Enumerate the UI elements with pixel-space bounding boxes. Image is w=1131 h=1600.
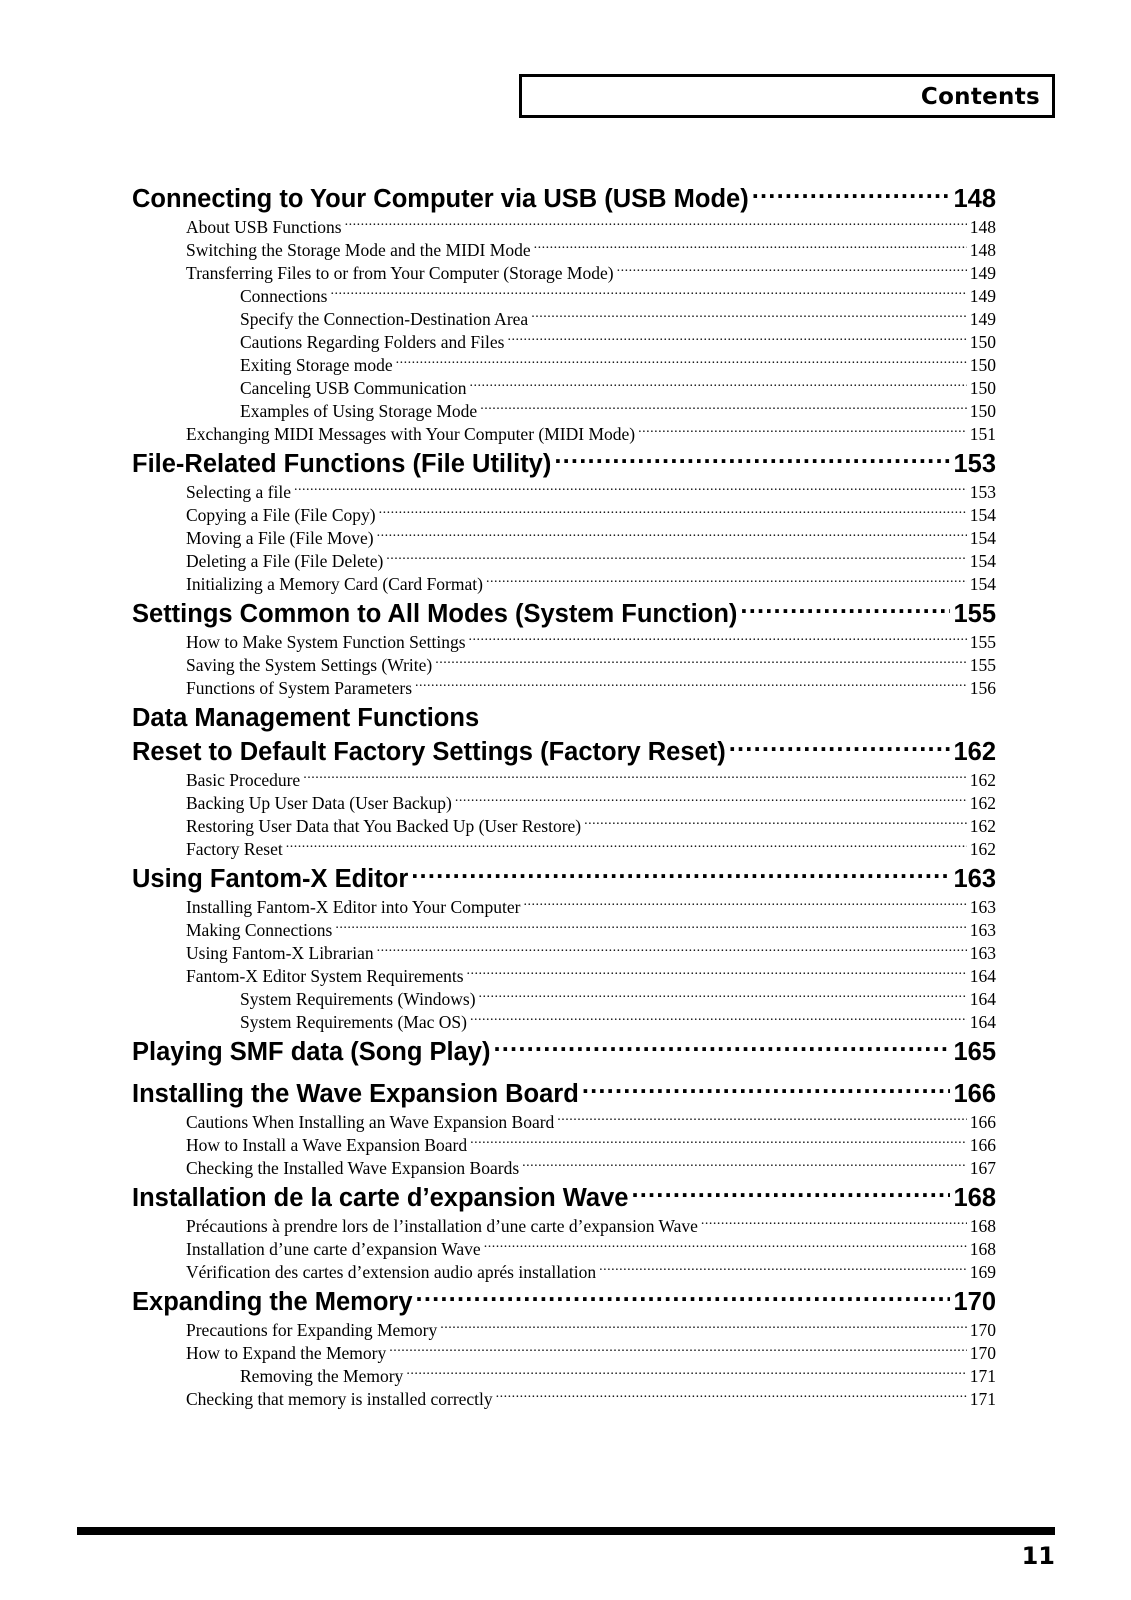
dot-leader: [631, 1181, 950, 1206]
toc-section-heading[interactable]: [132, 447, 996, 481]
toc-entry[interactable]: [132, 527, 996, 550]
toc-entry[interactable]: [132, 1342, 996, 1365]
dot-leader: [335, 920, 966, 936]
dot-leader: [411, 862, 950, 887]
toc-entry-title: Playing SMF data (Song Play): [132, 1038, 491, 1066]
toc-entry-page: 166: [969, 1135, 996, 1155]
toc-entry-page: 154: [969, 574, 996, 594]
dot-leader: [480, 401, 967, 417]
toc-entry-title: Cautions When Installing an Wave Expansion Board: [186, 1112, 555, 1132]
toc-entry-page: 149: [969, 309, 996, 329]
toc-entry-title: Connections: [240, 286, 328, 306]
toc-entry-title: Settings Common to All Modes (System Function): [132, 600, 738, 628]
toc-entry-title: How to Expand the Memory: [186, 1343, 387, 1363]
dot-leader: [554, 447, 950, 472]
toc-subentry[interactable]: [132, 285, 996, 308]
toc-entry-page: 171: [969, 1366, 996, 1386]
toc-subentry[interactable]: [132, 1011, 996, 1034]
toc-entry-title: File-Related Functions (File Utility): [132, 450, 552, 478]
toc-entry-title: Installation de la carte d’expansion Wave: [132, 1184, 629, 1212]
toc-entry-page: 155: [953, 600, 996, 628]
toc-entry[interactable]: [132, 1157, 996, 1180]
toc-entry[interactable]: [132, 1388, 996, 1411]
toc-subentry[interactable]: [132, 308, 996, 331]
toc-entry-page: 154: [969, 528, 996, 548]
dot-leader: [522, 1158, 967, 1174]
toc-entry-title: Copying a File (File Copy): [186, 505, 376, 525]
toc-entry-title: Removing the Memory: [240, 1366, 404, 1386]
toc-entry-page: 148: [969, 240, 996, 260]
toc-entry-page: 153: [953, 450, 996, 478]
toc-entry-title: Precautions for Expanding Memory: [186, 1320, 438, 1340]
toc-entry-title: Using Fantom-X Editor: [132, 865, 409, 893]
toc-entry-page: 163: [953, 865, 996, 893]
toc-entry-page: 170: [969, 1320, 996, 1340]
toc-entry[interactable]: [132, 838, 996, 861]
dot-leader: [523, 897, 966, 913]
dot-leader: [345, 217, 967, 233]
toc-entry-page: 149: [969, 286, 996, 306]
toc-entry-title: Moving a File (File Move): [186, 528, 374, 548]
dot-leader: [617, 263, 967, 279]
toc-entry-title: Expanding the Memory: [132, 1288, 413, 1316]
dot-leader: [740, 597, 950, 622]
toc-entry-page: 162: [953, 738, 996, 766]
dot-leader: [470, 1012, 967, 1028]
toc-entry-title: System Requirements (Windows): [240, 989, 476, 1009]
toc-entry[interactable]: [132, 504, 996, 527]
dot-leader: [584, 816, 967, 832]
toc-subentry[interactable]: [132, 354, 996, 377]
toc-entry[interactable]: [132, 769, 996, 792]
dot-leader: [455, 793, 967, 809]
toc-entry[interactable]: [132, 550, 996, 573]
toc-entry-title: Fantom-X Editor System Requirements: [186, 966, 464, 986]
toc-section-heading[interactable]: [132, 182, 996, 216]
toc-entry[interactable]: [132, 677, 996, 700]
toc-entry[interactable]: [132, 942, 996, 965]
dot-leader: [416, 1285, 951, 1310]
toc-entry[interactable]: [132, 1134, 996, 1157]
dot-leader: [331, 286, 967, 302]
toc-entry[interactable]: [132, 1111, 996, 1134]
toc-entry-page: 163: [969, 920, 996, 940]
toc-entry-page: 151: [969, 424, 996, 444]
toc-subentry[interactable]: [132, 331, 996, 354]
dot-leader: [599, 1262, 967, 1278]
dot-leader: [479, 989, 967, 1005]
toc-entry-page: 165: [953, 1038, 996, 1066]
toc-section-heading[interactable]: [132, 701, 996, 735]
toc-section-heading[interactable]: [132, 862, 996, 896]
toc-entry-page: 167: [969, 1158, 996, 1178]
toc-entry-title: Installing the Wave Expansion Board: [132, 1080, 579, 1108]
dot-leader: [379, 505, 967, 521]
toc-entry-title: Using Fantom-X Librarian: [186, 943, 374, 963]
toc-entry-page: 164: [969, 966, 996, 986]
toc-entry[interactable]: [132, 216, 996, 239]
toc-entry-page: 153: [969, 482, 996, 502]
dot-leader: [493, 1035, 950, 1060]
toc-entry-title: Reset to Default Factory Settings (Factory Reset): [132, 738, 726, 766]
toc-entry[interactable]: [132, 573, 996, 596]
dot-leader: [294, 482, 967, 498]
toc-entry-page: 155: [969, 632, 996, 652]
dot-leader: [531, 309, 967, 325]
toc-entry-title: Switching the Storage Mode and the MIDI Mode: [186, 240, 531, 260]
toc-entry-page: 164: [969, 1012, 996, 1032]
toc-entry-page: 150: [969, 401, 996, 421]
dot-leader: [396, 355, 967, 371]
toc-entry[interactable]: [132, 481, 996, 504]
toc-entry-page: 148: [953, 185, 996, 213]
toc-entry-page: 154: [969, 505, 996, 525]
toc-entry-page: 156: [969, 678, 996, 698]
dot-leader: [435, 655, 967, 671]
dot-leader: [470, 378, 967, 394]
toc-entry[interactable]: [132, 965, 996, 988]
toc-entry-page: 148: [969, 217, 996, 237]
toc-entry[interactable]: [132, 1238, 996, 1261]
dot-leader: [440, 1320, 966, 1336]
table-of-contents: [132, 182, 996, 1411]
toc-entry-page: 171: [969, 1389, 996, 1409]
toc-entry-page: 154: [969, 551, 996, 571]
toc-entry-page: 170: [969, 1343, 996, 1363]
dot-leader: [377, 528, 967, 544]
toc-entry-title: Specify the Connection-Destination Area: [240, 309, 529, 329]
toc-entry-title: Restoring User Data that You Backed Up (User Restore): [186, 816, 582, 836]
toc-entry-title: Factory Reset: [186, 839, 283, 859]
dot-leader: [484, 1239, 967, 1255]
toc-entry-title: Exiting Storage mode: [240, 355, 393, 375]
dot-leader: [470, 1135, 967, 1151]
dot-leader: [469, 632, 967, 648]
toc-entry[interactable]: [132, 239, 996, 262]
toc-entry-page: 162: [969, 770, 996, 790]
toc-entry-title: How to Install a Wave Expansion Board: [186, 1135, 468, 1155]
dot-leader: [752, 182, 951, 207]
toc-section-heading[interactable]: [132, 1181, 996, 1215]
dot-leader: [467, 966, 967, 982]
toc-entry-page: 168: [969, 1239, 996, 1259]
contents-header-label: Contents: [920, 84, 1040, 110]
toc-entry-title: Selecting a file: [186, 482, 291, 502]
dot-leader: [729, 735, 951, 760]
toc-entry-page: 149: [969, 263, 996, 283]
toc-subentry[interactable]: [132, 400, 996, 423]
toc-entry[interactable]: [132, 919, 996, 942]
toc-entry-page: 170: [953, 1288, 996, 1316]
toc-entry-title: Backing Up User Data (User Backup): [186, 793, 452, 813]
toc-entry-page: 150: [969, 378, 996, 398]
toc-entry-title: How to Make System Function Settings: [186, 632, 466, 652]
toc-entry-page: 163: [969, 897, 996, 917]
toc-entry-title: About USB Functions: [186, 217, 342, 237]
toc-entry-title: Transferring Files to or from Your Computer (Storage Mode): [186, 263, 614, 283]
toc-entry[interactable]: [132, 1215, 996, 1238]
contents-header-box: [519, 74, 1055, 118]
dot-leader: [377, 943, 967, 959]
dot-leader: [638, 424, 967, 440]
toc-entry[interactable]: [132, 896, 996, 919]
dot-leader: [701, 1216, 967, 1232]
toc-entry-title: Data Management Functions: [132, 704, 480, 732]
toc-section-heading[interactable]: [132, 1285, 996, 1319]
toc-section-heading[interactable]: [132, 597, 996, 631]
toc-entry-page: 164: [969, 989, 996, 1009]
toc-entry[interactable]: [132, 654, 996, 677]
toc-entry-title: Making Connections: [186, 920, 333, 940]
toc-entry-page: 168: [969, 1216, 996, 1236]
toc-entry-title: Connecting to Your Computer via USB (USB Mode): [132, 185, 749, 213]
dot-leader: [286, 839, 967, 855]
dot-leader: [386, 551, 966, 567]
toc-entry[interactable]: [132, 792, 996, 815]
toc-entry-title: System Requirements (Mac OS): [240, 1012, 467, 1032]
toc-entry-page: 162: [969, 816, 996, 836]
toc-entry-title: Vérification des cartes d’extension audio aprés installation: [186, 1262, 597, 1282]
toc-entry-title: Installation d’une carte d’expansion Wave: [186, 1239, 481, 1259]
toc-entry-page: 169: [969, 1262, 996, 1282]
toc-entry-title: Deleting a File (File Delete): [186, 551, 384, 571]
toc-entry-title: Checking the Installed Wave Expansion Boards: [186, 1158, 520, 1178]
toc-entry-title: Cautions Regarding Folders and Files: [240, 332, 505, 352]
toc-subentry[interactable]: [132, 988, 996, 1011]
toc-entry-title: Exchanging MIDI Messages with Your Computer (MIDI Mode): [186, 424, 636, 444]
dot-leader: [389, 1343, 967, 1359]
toc-entry[interactable]: [132, 262, 996, 285]
dot-leader: [303, 770, 967, 786]
toc-section-heading[interactable]: [132, 735, 996, 769]
toc-subentry[interactable]: [132, 377, 996, 400]
toc-entry-title: Functions of System Parameters: [186, 678, 413, 698]
toc-entry-title: Initializing a Memory Card (Card Format): [186, 574, 483, 594]
page-number: 11: [1021, 1542, 1055, 1570]
toc-subentry[interactable]: [132, 1365, 996, 1388]
toc-entry-page: 150: [969, 355, 996, 375]
toc-entry-title: Canceling USB Communication: [240, 378, 467, 398]
dot-leader: [415, 678, 967, 694]
toc-entry-page: 166: [953, 1080, 996, 1108]
toc-entry-page: 150: [969, 332, 996, 352]
dot-leader: [486, 574, 967, 590]
toc-entry-title: Examples of Using Storage Mode: [240, 401, 478, 421]
dot-leader: [406, 1366, 966, 1382]
footer-rule: [77, 1527, 1055, 1535]
dot-leader: [582, 1077, 951, 1102]
toc-section-heading[interactable]: [132, 1077, 996, 1111]
toc-entry[interactable]: [132, 1261, 996, 1284]
toc-entry-page: 155: [969, 655, 996, 675]
toc-entry-title: Saving the System Settings (Write): [186, 655, 433, 675]
toc-entry-title: Précautions à prendre lors de l’installation d’une carte d’expansion Wave: [186, 1216, 698, 1236]
dot-leader: [557, 1112, 966, 1128]
toc-entry-page: 163: [969, 943, 996, 963]
toc-entry-title: Installing Fantom-X Editor into Your Computer: [186, 897, 521, 917]
dot-leader: [507, 332, 966, 348]
toc-entry-title: Checking that memory is installed correctly: [186, 1389, 493, 1409]
toc-entry-page: 162: [969, 793, 996, 813]
toc-entry[interactable]: [132, 1319, 996, 1342]
toc-entry-title: Basic Procedure: [186, 770, 301, 790]
toc-section-heading[interactable]: [132, 1035, 996, 1069]
toc-entry-page: 168: [953, 1184, 996, 1212]
dot-leader: [496, 1389, 967, 1405]
toc-entry[interactable]: [132, 631, 996, 654]
dot-leader: [534, 240, 967, 256]
toc-entry[interactable]: [132, 423, 996, 446]
toc-entry-page: 162: [969, 839, 996, 859]
toc-entry-page: 166: [969, 1112, 996, 1132]
toc-entry[interactable]: [132, 815, 996, 838]
